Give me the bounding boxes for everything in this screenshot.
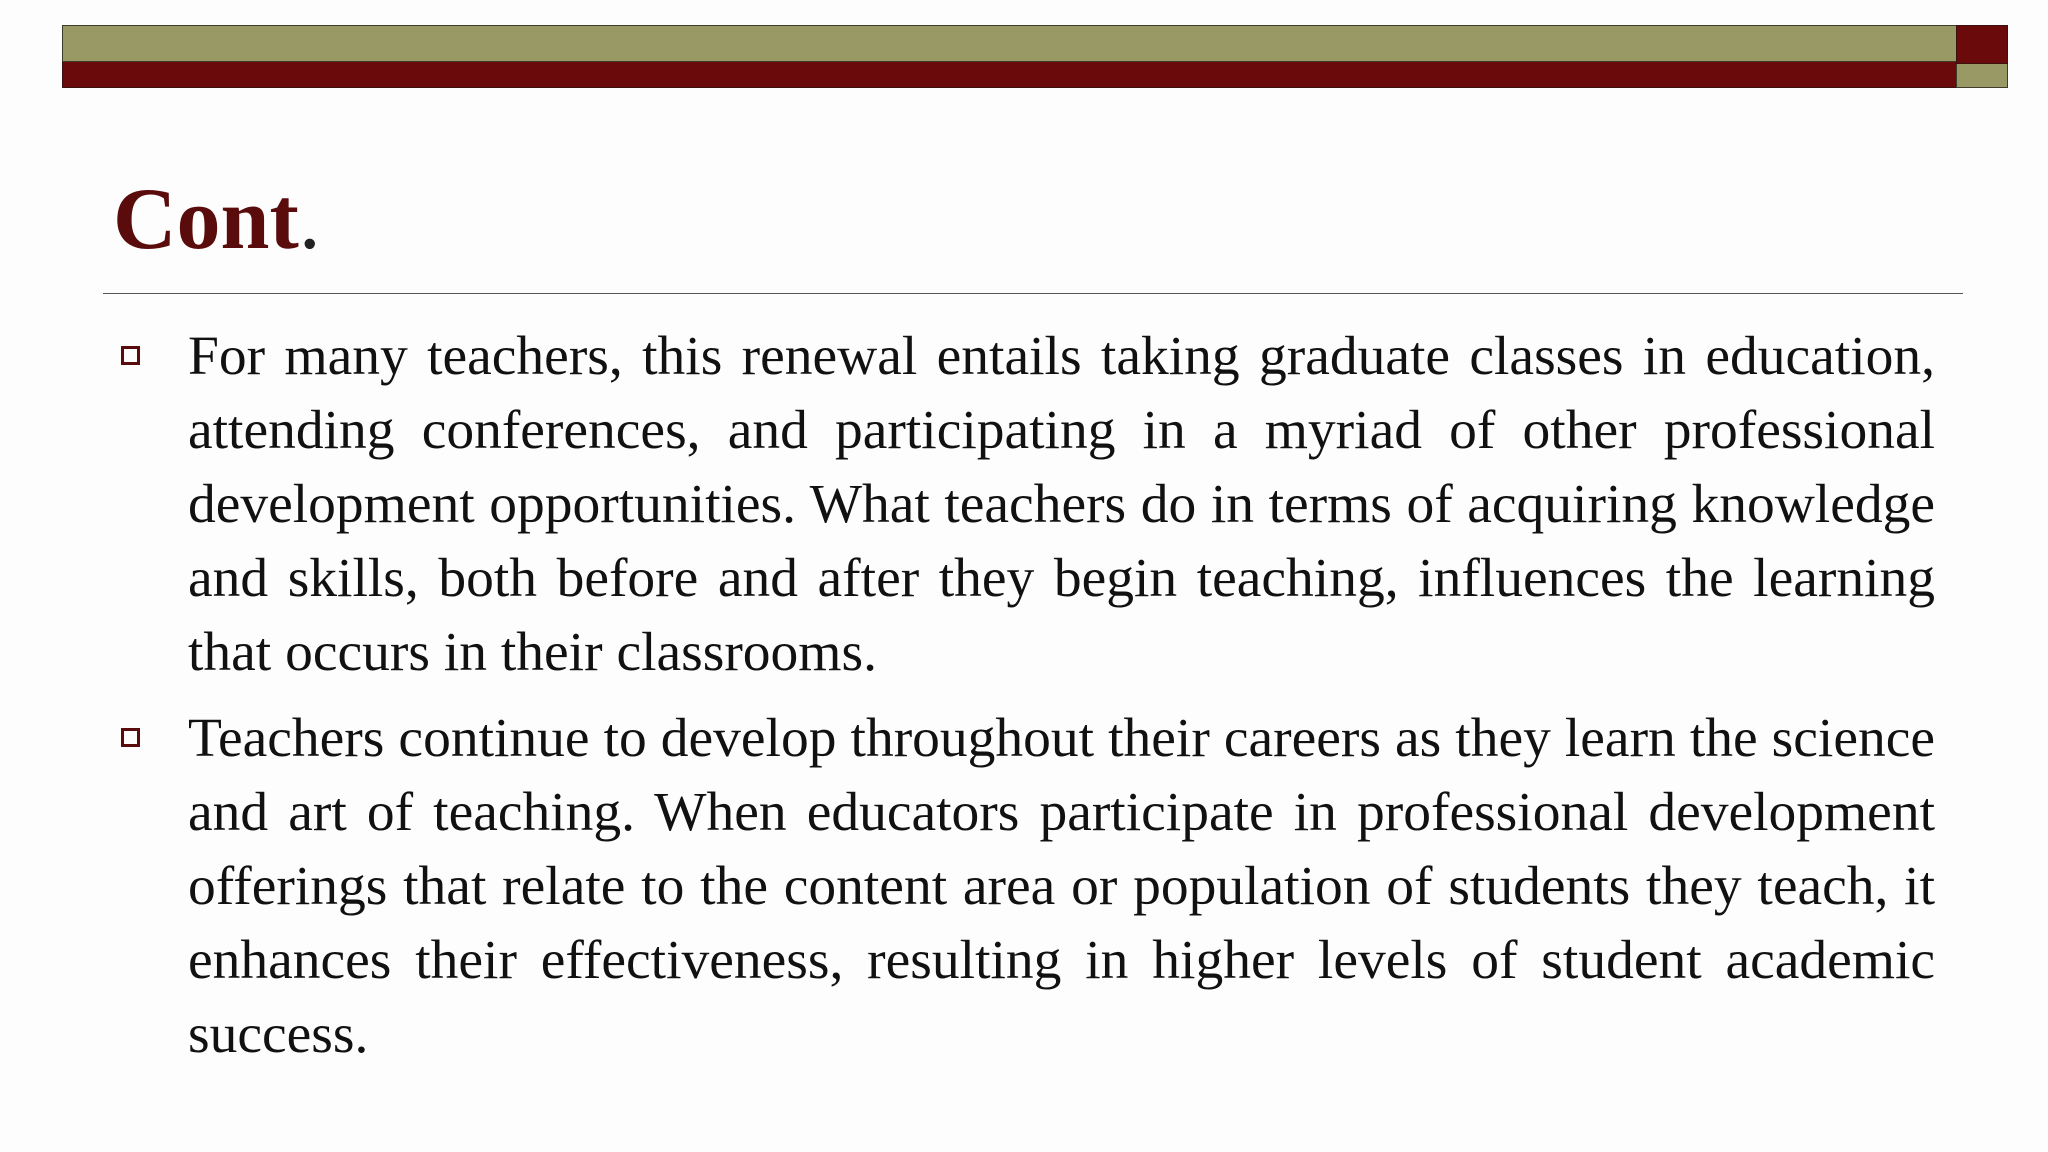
slide-title-text: Cont bbox=[113, 171, 299, 268]
hollow-square-bullet-icon bbox=[121, 346, 140, 365]
bullet-list bbox=[115, 320, 1935, 1084]
header-band-maroon bbox=[62, 62, 1958, 88]
slide-title bbox=[113, 172, 321, 269]
header-band-olive bbox=[62, 25, 1958, 62]
bullet-text: For many teachers, this renewal entails taking graduate classes in education, attending conferences, and participating in a myriad of other professional development opportunities. What teachers do in terms of acquiring knowledge and skills, both before and after they begin teaching, influences the learning that occurs in their classrooms. bbox=[188, 326, 1935, 683]
bullet-text: Teachers continue to develop throughout their careers as they learn the science and art of teaching. When educators participate in professional development offerings that relate to the content area or population of students they teach, it enhances their effectiveness, resulting in higher levels of student academic success. bbox=[188, 708, 1935, 1065]
title-divider bbox=[103, 293, 1963, 294]
header-corner-olive-block bbox=[1956, 64, 2008, 88]
bullet-item bbox=[115, 702, 1935, 1072]
hollow-square-bullet-icon bbox=[121, 728, 140, 747]
slide-title-period: . bbox=[298, 171, 321, 268]
header-corner-maroon-block bbox=[1956, 25, 2008, 64]
bullet-item bbox=[115, 320, 1935, 690]
